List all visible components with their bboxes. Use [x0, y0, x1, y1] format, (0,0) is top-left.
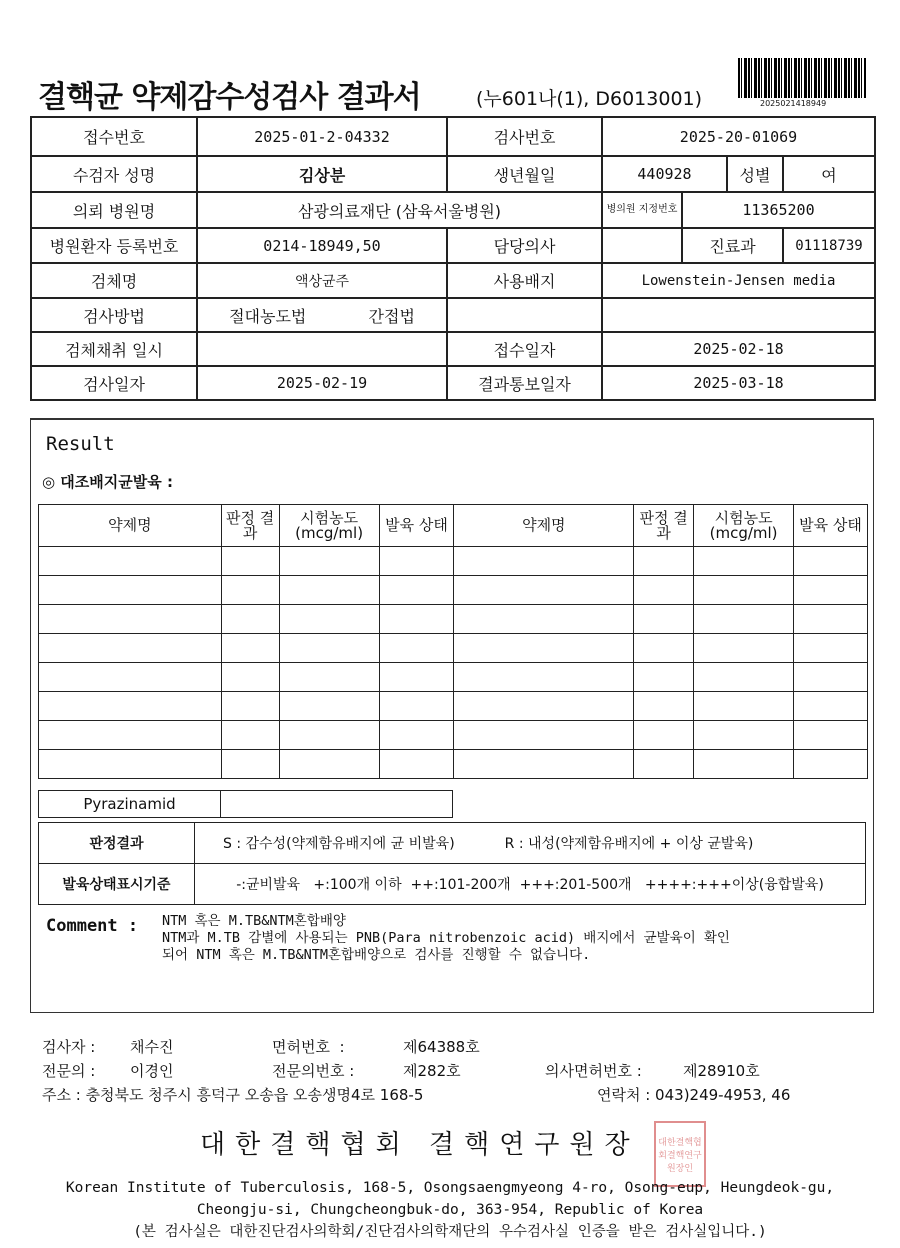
table-cell: [634, 663, 694, 692]
table-cell: [279, 547, 379, 576]
table-cell: [694, 576, 794, 605]
table-cell: [634, 576, 694, 605]
judgement-r: R : 내성(약제함유배지에 + 이상 균발육): [504, 836, 754, 852]
table-cell: [634, 750, 694, 779]
column-header: 발육 상태: [794, 505, 868, 547]
table-cell: [221, 721, 279, 750]
info-row: [30, 333, 876, 367]
column-header: 발육 상태: [379, 505, 454, 547]
table-cell: [279, 663, 379, 692]
specimen: 액상균주: [198, 264, 448, 299]
birth-date: 440928: [603, 157, 728, 193]
official-seal: [654, 1121, 706, 1187]
address: 주소 : 충청북도 청주시 흥덕구 오송읍 오송생명4로 168-5: [42, 1086, 424, 1104]
empty: [603, 299, 876, 333]
table-cell: [279, 750, 379, 779]
label: 의뢰 병원명: [32, 193, 198, 229]
label: 병의원 지정번호: [603, 193, 683, 229]
document-title: 결핵균 약제감수성검사 결과서: [38, 80, 421, 115]
barcode-number: 2025021418949: [760, 99, 827, 108]
table-cell: [454, 721, 634, 750]
label: 결과통보일자: [448, 367, 603, 401]
label: 수검자 성명: [32, 157, 198, 193]
label: 검사방법: [32, 299, 198, 333]
info-row: [30, 367, 876, 401]
info-row: [30, 299, 876, 333]
table-cell: [39, 576, 222, 605]
table-cell: [39, 605, 222, 634]
table-cell: [379, 547, 454, 576]
table-row: [39, 576, 868, 605]
table-cell: [279, 576, 379, 605]
table-cell: [794, 663, 868, 692]
table-cell: [39, 547, 222, 576]
control-growth-label: ◎ 대조배지균발육 :: [42, 473, 173, 491]
table-cell: [454, 692, 634, 721]
method-2: 간접법: [368, 306, 415, 326]
column-header: 약제명: [454, 505, 634, 547]
label: 전문의 :: [42, 1062, 96, 1080]
label: 검사자 :: [42, 1038, 96, 1056]
judgement-label: 판정결과: [39, 823, 195, 864]
method-1: 절대농도법: [229, 306, 307, 326]
patient-name: 김상분: [198, 157, 448, 193]
table-cell: [634, 692, 694, 721]
comment-line: NTM과 M.TB 감별에 사용되는 PNB(Para nitrobenzoic acid) 배지에서 균발육이 확인: [162, 930, 730, 946]
table-cell: [279, 605, 379, 634]
column-header: 시험농도 (mcg/ml): [694, 505, 794, 547]
table-cell: [279, 692, 379, 721]
table-row: [39, 663, 868, 692]
table-row: [39, 721, 868, 750]
table-cell: [694, 663, 794, 692]
seal-text: 대한결핵협회결핵연구원장인: [658, 1137, 702, 1174]
license-number: 제64388호: [403, 1038, 480, 1056]
table-cell: [221, 692, 279, 721]
table-cell: [379, 721, 454, 750]
table-cell: [279, 634, 379, 663]
test-number: 2025-20-01069: [603, 118, 876, 157]
table-cell: [454, 605, 634, 634]
label: 검체명: [32, 264, 198, 299]
tester-name: 채수진: [130, 1038, 174, 1056]
table-cell: [221, 663, 279, 692]
comment-line: NTM 혹은 M.TB&NTM혼합배양: [162, 913, 346, 929]
table-cell: [634, 721, 694, 750]
table-cell: [634, 605, 694, 634]
info-row: [30, 264, 876, 299]
table-cell: [39, 721, 222, 750]
doctor-license: 제28910호: [683, 1062, 760, 1080]
judgement-s: S : 감수성(약제함유배지에 균 비발육): [223, 836, 455, 852]
english-address-2: Cheongju-si, Chungcheongbuk-do, 363-954, Republic of Korea: [196, 1202, 704, 1218]
specialist-number: 제282호: [403, 1062, 461, 1080]
table-cell: [379, 634, 454, 663]
table-cell: [39, 692, 222, 721]
table-cell: [794, 576, 868, 605]
table-cell: [454, 547, 634, 576]
table-cell: [379, 750, 454, 779]
label: 검사번호: [448, 118, 603, 157]
table-cell: [221, 576, 279, 605]
table-row: [39, 750, 868, 779]
info-row: [30, 193, 876, 229]
table-cell: [39, 663, 222, 692]
column-header: 판정 결과: [634, 505, 694, 547]
comment-label: Comment :: [46, 916, 139, 936]
table-cell: [221, 750, 279, 779]
table-cell: [39, 750, 222, 779]
result-heading: Result: [46, 433, 115, 455]
pyrazinamid-row: [38, 790, 453, 818]
table-cell: [379, 692, 454, 721]
table-row: [39, 547, 868, 576]
medium: Lowenstein-Jensen media: [603, 264, 876, 299]
label: 병원환자 등록번호: [32, 229, 198, 264]
drug-result: [221, 791, 453, 818]
table-cell: [794, 692, 868, 721]
growth-label: 발육상태표시기준: [39, 864, 195, 905]
label: 접수일자: [448, 333, 603, 367]
label: 접수번호: [32, 118, 198, 157]
table-cell: [634, 634, 694, 663]
table-cell: [634, 547, 694, 576]
label: 진료과: [683, 229, 784, 264]
table-cell: [794, 750, 868, 779]
table-row: [39, 692, 868, 721]
table-row: [39, 634, 868, 663]
table-cell: [794, 547, 868, 576]
specialist-name: 이경인: [130, 1062, 174, 1080]
sex: 여: [784, 157, 876, 193]
table-header: [39, 505, 868, 547]
department: 01118739: [784, 229, 876, 264]
table-row: [39, 605, 868, 634]
label: 생년월일: [448, 157, 603, 193]
column-header: 판정 결과: [221, 505, 279, 547]
table-cell: [694, 634, 794, 663]
table-cell: [694, 547, 794, 576]
test-date: 2025-02-19: [198, 367, 448, 401]
certification-note: (본 검사실은 대한진단검사의학회/진단검사의학재단의 우수검사실 인증을 받은 검사실입니다.): [133, 1224, 767, 1240]
collect-date: [198, 333, 448, 367]
table-cell: [694, 692, 794, 721]
comment-line: 되어 NTM 혹은 M.TB&NTM혼합배양으로 검사를 진행할 수 없습니다.: [162, 947, 591, 963]
document-code: (누601나(1), D6013001): [476, 88, 703, 110]
label: 성별: [728, 157, 784, 193]
table-cell: [794, 634, 868, 663]
drug-table: [38, 504, 868, 779]
info-row: [30, 157, 876, 193]
label: 면허번호 :: [272, 1038, 345, 1056]
table-cell: [694, 605, 794, 634]
table-cell: [279, 721, 379, 750]
table-cell: [454, 750, 634, 779]
receipt-number: 2025-01-2-04332: [198, 118, 448, 157]
info-row: [30, 116, 876, 157]
column-header: 시험농도 (mcg/ml): [279, 505, 379, 547]
label: 전문의번호 :: [272, 1062, 355, 1080]
table-cell: [454, 663, 634, 692]
table-cell: [39, 634, 222, 663]
hospital-name: 삼광의료재단 (삼육서울병원): [198, 193, 603, 229]
info-row: [30, 229, 876, 264]
table-cell: [221, 634, 279, 663]
method: [198, 299, 448, 333]
receive-date: 2025-02-18: [603, 333, 876, 367]
report-date: 2025-03-18: [603, 367, 876, 401]
organization-name: 대한결핵협회 결핵연구원장: [200, 1130, 640, 1160]
table-cell: [694, 750, 794, 779]
table-cell: [794, 605, 868, 634]
column-header: 약제명: [39, 505, 222, 547]
comment-text: [162, 913, 730, 964]
table-cell: [379, 576, 454, 605]
legend-table: [38, 822, 866, 905]
empty: [448, 299, 603, 333]
table-cell: [379, 605, 454, 634]
table-cell: [694, 721, 794, 750]
english-address-1: Korean Institute of Tuberculosis, 168-5, Osongsaengmyeong 4-ro, Osong-eup, Heungdeok-gu,: [65, 1180, 835, 1196]
table-cell: [454, 576, 634, 605]
barcode: [738, 58, 866, 98]
doctor: [603, 229, 683, 264]
contact: 연락처 : 043)249-4953, 46: [597, 1086, 791, 1104]
drug-name: Pyrazinamid: [39, 791, 221, 818]
label: 검사일자: [32, 367, 198, 401]
growth-criteria: -:균비발육 +:100개 이하 ++:101-200개 +++:201-500개 ++++:+++이상(융합발육): [195, 864, 866, 905]
table-cell: [221, 547, 279, 576]
table-cell: [221, 605, 279, 634]
table-cell: [379, 663, 454, 692]
table-cell: [454, 634, 634, 663]
label: 담당의사: [448, 229, 603, 264]
label: 사용배지: [448, 264, 603, 299]
hospital-code: 11365200: [683, 193, 876, 229]
label: 의사면허번호 :: [545, 1062, 642, 1080]
patient-registration: 0214-18949,50: [198, 229, 448, 264]
label: 검체채취 일시: [32, 333, 198, 367]
table-cell: [794, 721, 868, 750]
